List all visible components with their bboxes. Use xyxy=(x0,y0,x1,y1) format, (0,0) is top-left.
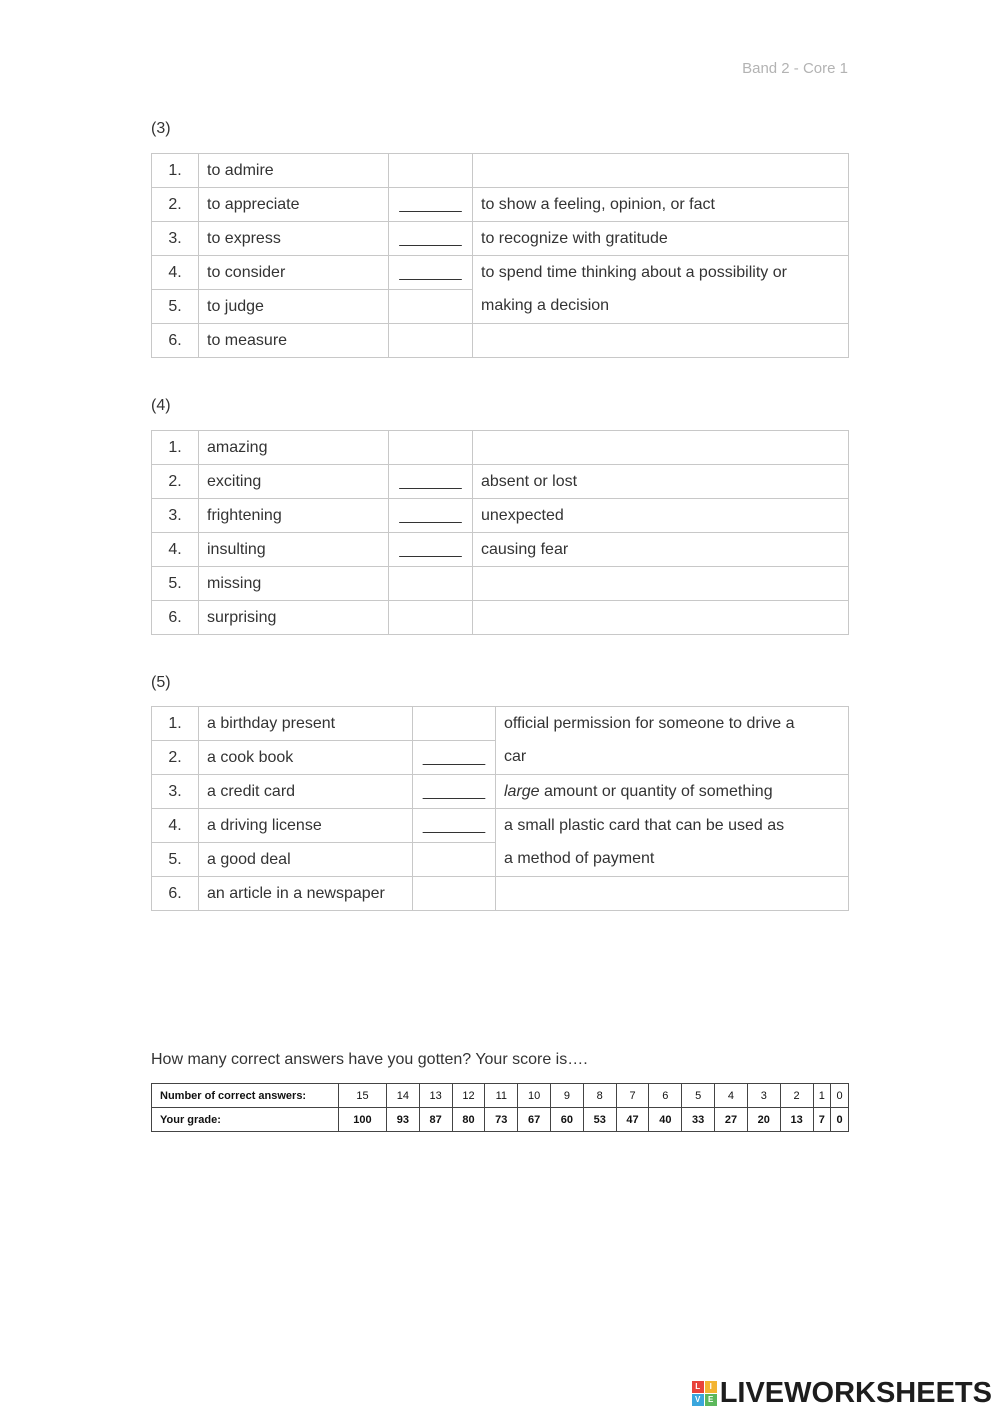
section-4-table xyxy=(151,430,849,635)
definition-cell: to show a feeling, opinion, or fact xyxy=(473,188,849,222)
row-number: 2. xyxy=(152,465,199,499)
table-row xyxy=(152,533,849,567)
correct-count-cell: 3 xyxy=(747,1084,780,1108)
grade-row xyxy=(152,1108,849,1132)
row-number: 5. xyxy=(152,290,199,324)
correct-count-cell: 2 xyxy=(780,1084,813,1108)
correct-count-cell: 10 xyxy=(518,1084,551,1108)
table-row xyxy=(152,324,849,358)
row-number: 1. xyxy=(152,431,199,465)
page-header: Band 2 - Core 1 xyxy=(742,60,848,77)
table-row xyxy=(152,431,849,465)
correct-answers-label: Number of correct answers: xyxy=(152,1084,339,1108)
word-cell: missing xyxy=(199,567,389,601)
table-row xyxy=(152,256,849,290)
score-question: How many correct answers have you gotten? Your score is…. xyxy=(151,1051,588,1068)
row-number: 2. xyxy=(152,741,199,775)
table-row xyxy=(152,775,849,809)
logo-icon xyxy=(692,1381,717,1406)
definition-cell xyxy=(473,431,849,465)
grade-cell: 100 xyxy=(339,1108,387,1132)
word-cell: to admire xyxy=(199,154,389,188)
grade-cell: 47 xyxy=(616,1108,649,1132)
row-number: 4. xyxy=(152,809,199,843)
grade-cell: 87 xyxy=(419,1108,452,1132)
definition-cell: to recognize with gratitude xyxy=(473,222,849,256)
definition-cell xyxy=(473,256,849,324)
word-cell: a birthday present xyxy=(199,707,413,741)
liveworksheets-logo xyxy=(692,1377,992,1410)
definition-cell xyxy=(473,567,849,601)
correct-count-cell: 6 xyxy=(649,1084,682,1108)
section-3-table xyxy=(151,153,849,358)
definition-line: a small plastic card that can be used as xyxy=(504,817,785,834)
word-cell: insulting xyxy=(199,533,389,567)
correct-count-cell: 1 xyxy=(813,1084,831,1108)
table-row xyxy=(152,188,849,222)
answer-blank[interactable] xyxy=(389,324,473,358)
word-cell: to measure xyxy=(199,324,389,358)
row-number: 5. xyxy=(152,843,199,877)
answer-blank[interactable] xyxy=(389,290,473,324)
answer-blank[interactable] xyxy=(413,877,496,911)
word-cell: a driving license xyxy=(199,809,413,843)
grade-cell: 53 xyxy=(583,1108,616,1132)
word-cell: surprising xyxy=(199,601,389,635)
grade-cell: 40 xyxy=(649,1108,682,1132)
grade-cell: 27 xyxy=(715,1108,748,1132)
definition-cell xyxy=(473,154,849,188)
word-cell: exciting xyxy=(199,465,389,499)
logo-letter: L xyxy=(692,1381,704,1393)
table-row xyxy=(152,465,849,499)
brand-name: LIVEWORKSHEETS xyxy=(719,1377,992,1409)
word-cell: to express xyxy=(199,222,389,256)
row-number: 6. xyxy=(152,324,199,358)
definition-cell xyxy=(473,324,849,358)
definition-line: making a decision xyxy=(481,297,610,314)
grade-cell: 0 xyxy=(831,1108,849,1132)
row-number: 1. xyxy=(152,154,199,188)
logo-letter: V xyxy=(692,1394,704,1406)
table-row xyxy=(152,567,849,601)
word-cell: frightening xyxy=(199,499,389,533)
correct-count-cell: 14 xyxy=(386,1084,419,1108)
answer-blank[interactable] xyxy=(389,601,473,635)
definition-text: amount or quantity of something xyxy=(539,783,773,800)
section-3-label: (3) xyxy=(151,120,171,137)
grade-cell: 60 xyxy=(551,1108,584,1132)
word-cell: amazing xyxy=(199,431,389,465)
word-cell: an article in a newspaper xyxy=(199,877,413,911)
definition-line: a method of payment xyxy=(504,850,655,867)
definition-cell xyxy=(496,707,849,775)
row-number: 6. xyxy=(152,601,199,635)
word-cell: to judge xyxy=(199,290,389,324)
definition-cell xyxy=(496,775,849,809)
grade-label: Your grade: xyxy=(152,1108,339,1132)
grade-cell: 93 xyxy=(386,1108,419,1132)
correct-count-cell: 5 xyxy=(682,1084,715,1108)
table-row xyxy=(152,154,849,188)
table-row xyxy=(152,877,849,911)
row-number: 3. xyxy=(152,499,199,533)
definition-cell: unexpected xyxy=(473,499,849,533)
table-row xyxy=(152,707,849,741)
answer-blank[interactable] xyxy=(413,707,496,741)
answer-blank[interactable]: _______ xyxy=(389,256,473,290)
grade-cell: 73 xyxy=(485,1108,518,1132)
answer-blank[interactable] xyxy=(389,154,473,188)
correct-count-cell: 12 xyxy=(452,1084,485,1108)
correct-count-cell: 9 xyxy=(551,1084,584,1108)
row-number: 5. xyxy=(152,567,199,601)
section-4-label: (4) xyxy=(151,397,171,414)
answer-blank[interactable]: _______ xyxy=(389,465,473,499)
table-row xyxy=(152,222,849,256)
correct-count-cell: 8 xyxy=(583,1084,616,1108)
definition-line: to spend time thinking about a possibility or xyxy=(481,264,787,281)
row-number: 2. xyxy=(152,188,199,222)
row-number: 3. xyxy=(152,222,199,256)
answer-blank[interactable]: _______ xyxy=(389,222,473,256)
grade-cell: 33 xyxy=(682,1108,715,1132)
section-5-label: (5) xyxy=(151,674,171,691)
correct-count-cell: 4 xyxy=(715,1084,748,1108)
answer-blank[interactable] xyxy=(389,431,473,465)
table-row xyxy=(152,601,849,635)
word-cell: a cook book xyxy=(199,741,413,775)
definition-line: car xyxy=(504,748,527,765)
definition-cell: absent or lost xyxy=(473,465,849,499)
correct-count-cell: 11 xyxy=(485,1084,518,1108)
definition-line: official permission for someone to drive a xyxy=(504,715,795,732)
correct-count-cell: 13 xyxy=(419,1084,452,1108)
row-number: 4. xyxy=(152,256,199,290)
grade-cell: 20 xyxy=(747,1108,780,1132)
row-number: 4. xyxy=(152,533,199,567)
grade-cell: 7 xyxy=(813,1108,831,1132)
correct-answers-row xyxy=(152,1084,849,1108)
answer-blank[interactable] xyxy=(389,567,473,601)
word-cell: a credit card xyxy=(199,775,413,809)
answer-blank[interactable]: _______ xyxy=(413,775,496,809)
definition-cell xyxy=(473,601,849,635)
answer-blank[interactable] xyxy=(413,843,496,877)
definition-cell xyxy=(496,877,849,911)
word-cell: a good deal xyxy=(199,843,413,877)
row-number: 1. xyxy=(152,707,199,741)
definition-cell xyxy=(496,809,849,877)
table-row xyxy=(152,499,849,533)
answer-blank[interactable]: _______ xyxy=(413,809,496,843)
table-row xyxy=(152,809,849,843)
word-cell: to appreciate xyxy=(199,188,389,222)
grade-cell: 80 xyxy=(452,1108,485,1132)
grade-cell: 13 xyxy=(780,1108,813,1132)
correct-count-cell: 0 xyxy=(831,1084,849,1108)
logo-letter: I xyxy=(705,1381,717,1393)
score-table xyxy=(151,1083,849,1132)
answer-blank[interactable]: _______ xyxy=(413,741,496,775)
row-number: 6. xyxy=(152,877,199,911)
correct-count-cell: 15 xyxy=(339,1084,387,1108)
definition-italic: large xyxy=(504,783,540,800)
row-number: 3. xyxy=(152,775,199,809)
correct-count-cell: 7 xyxy=(616,1084,649,1108)
answer-blank[interactable]: _______ xyxy=(389,533,473,567)
grade-cell: 67 xyxy=(518,1108,551,1132)
logo-letter: E xyxy=(705,1394,717,1406)
answer-blank[interactable]: _______ xyxy=(389,188,473,222)
answer-blank[interactable]: _______ xyxy=(389,499,473,533)
word-cell: to consider xyxy=(199,256,389,290)
definition-cell: causing fear xyxy=(473,533,849,567)
section-5-table xyxy=(151,706,849,911)
